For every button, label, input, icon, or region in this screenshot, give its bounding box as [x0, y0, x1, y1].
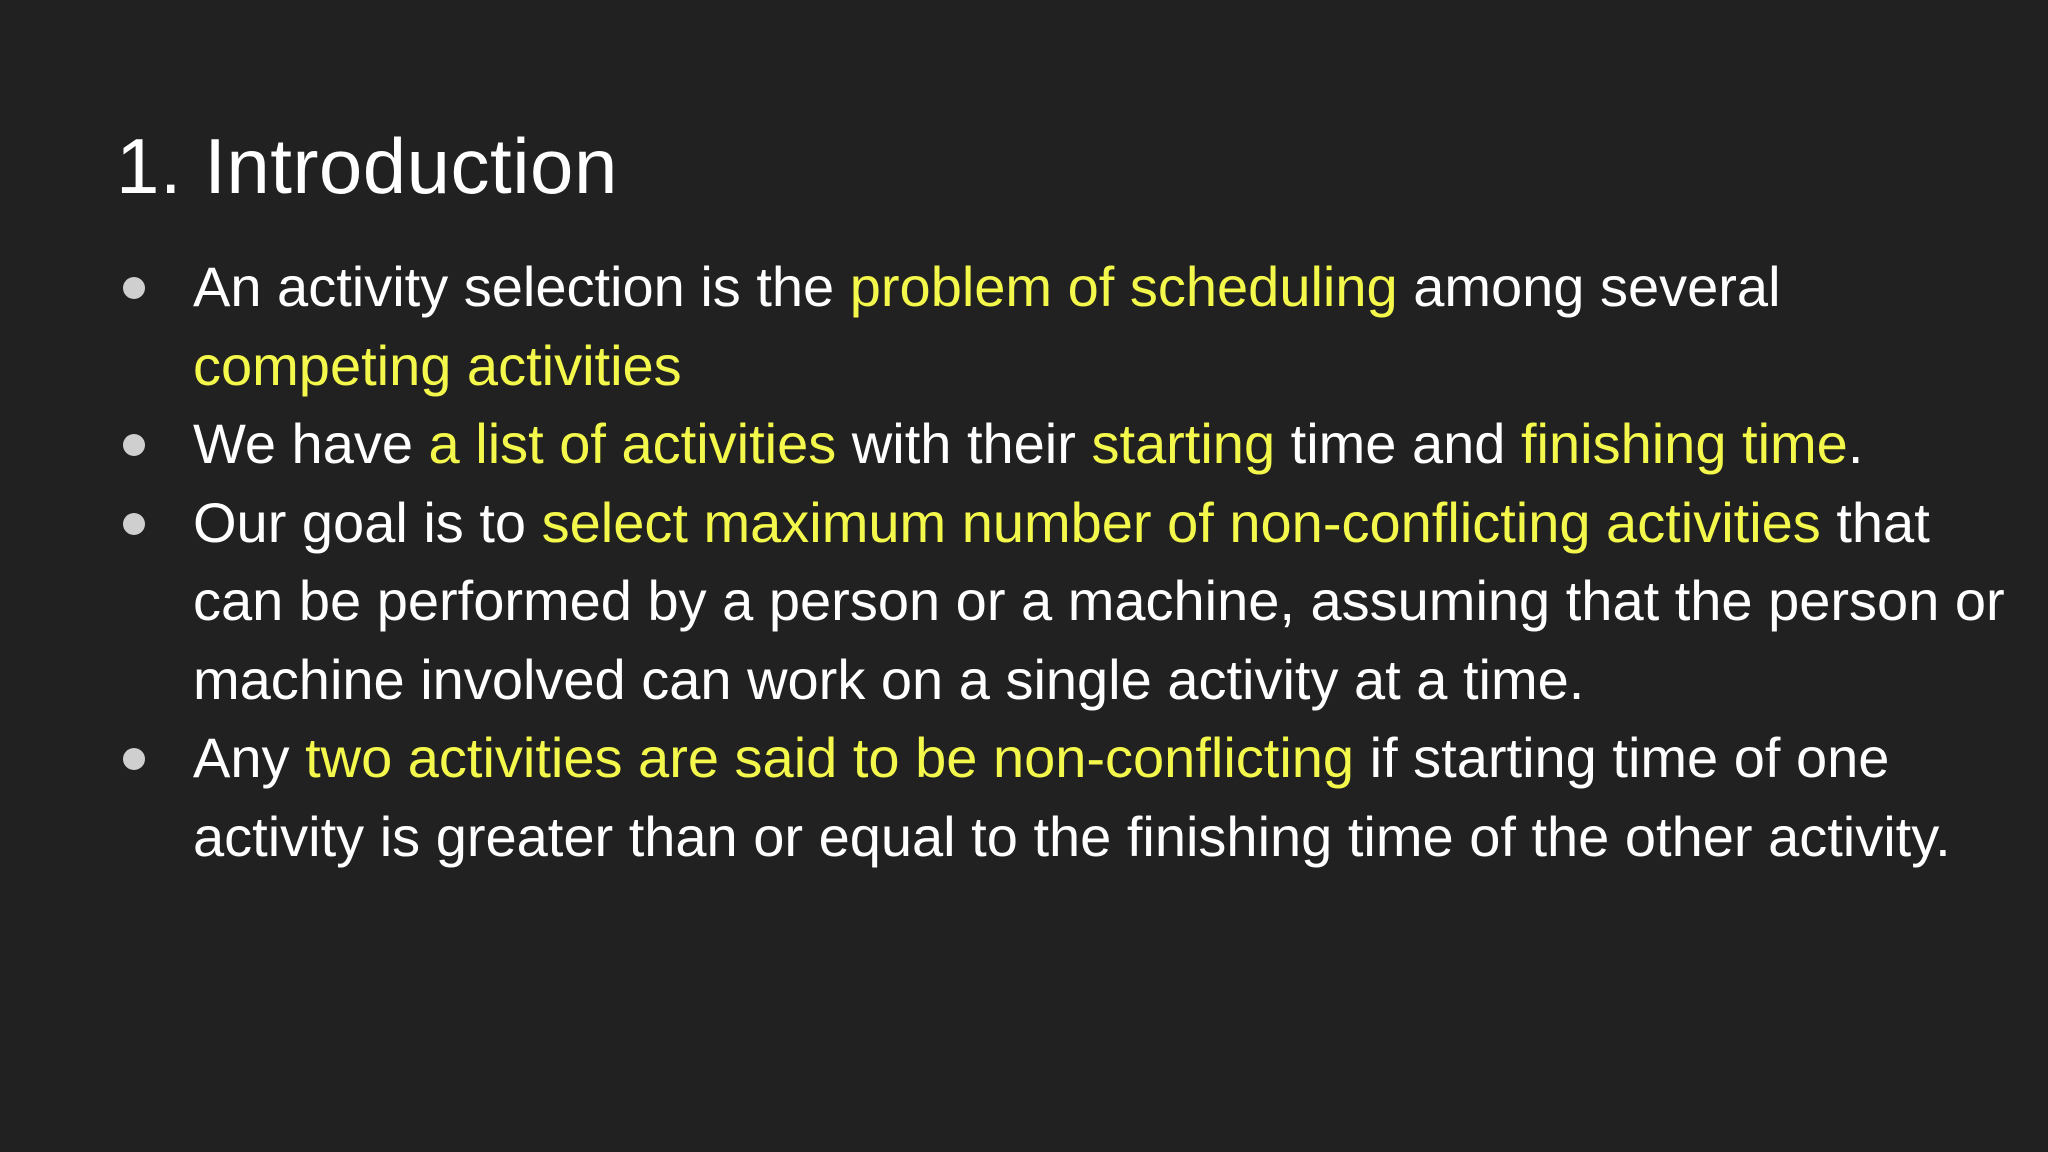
bullet-item [193, 248, 2013, 405]
highlight-segment: two activities are said to be non-conflicting [305, 726, 1355, 789]
text-segment: with their [836, 412, 1092, 475]
bullet-dot-icon [123, 748, 145, 770]
highlight-segment: competing activities [193, 333, 682, 397]
bullet-item [193, 719, 2013, 876]
text-segment: that can be performed by a person or a machine, assuming that the person or machine involved can work on a single activity at a time. [193, 490, 2005, 711]
text-segment: if starting time of one activity is greater than or equal to the finishing time of the other activity. [193, 726, 1951, 868]
text-segment: . [1847, 412, 1864, 475]
bullet-item [193, 405, 2013, 484]
text-segment: Our goal is to [193, 490, 542, 554]
bullet-dot-icon [123, 434, 145, 456]
text-segment: Any [193, 726, 306, 789]
bullet-dot-icon [123, 277, 145, 299]
highlight-segment: select maximum number of non-conflicting activities [541, 490, 1821, 554]
bullet-dot-icon [123, 513, 145, 535]
text-segment: among several [1397, 255, 1781, 318]
slide-title: 1. Introduction [116, 122, 618, 210]
highlight-segment: starting [1091, 412, 1276, 475]
highlight-segment: problem of scheduling [849, 255, 1398, 318]
bullet-list [193, 248, 2013, 876]
highlight-segment: finishing time [1521, 412, 1848, 475]
text-segment: We have [193, 412, 429, 475]
text-segment: time and [1275, 412, 1521, 475]
highlight-segment: a list of activities [428, 412, 837, 475]
text-segment: An activity selection is the [193, 255, 850, 318]
bullet-item [193, 484, 2013, 720]
